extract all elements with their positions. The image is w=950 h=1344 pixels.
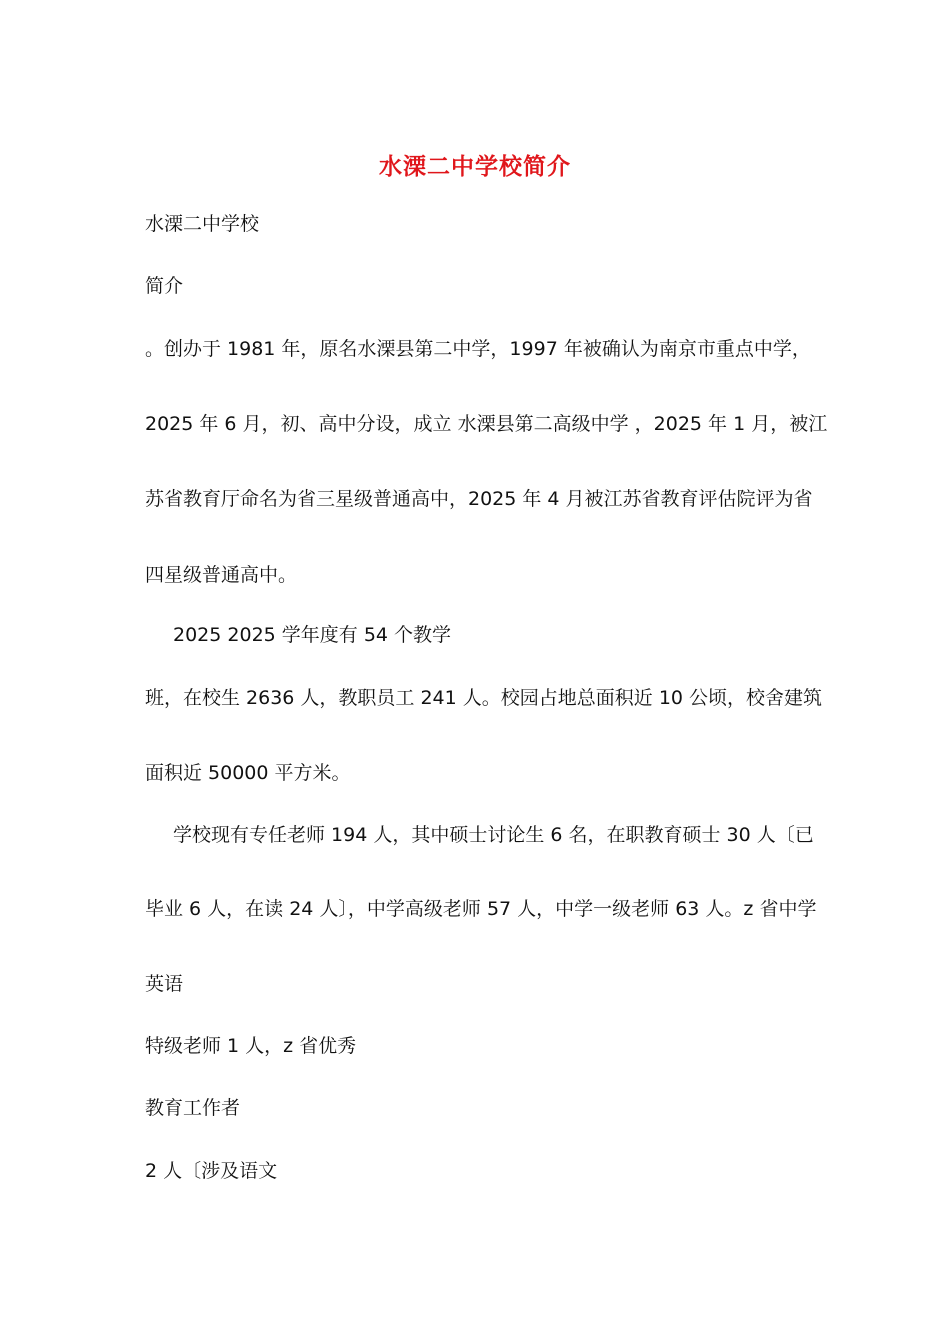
paragraph-line: 2 人〔涉及语文 [145, 1160, 278, 1182]
paragraph-line: 英语 [145, 973, 184, 995]
paragraph-line: 毕业 6 人，在读 24 人〕，中学高级老师 57 人，中学一级老师 63 人。z 省中学 [145, 898, 817, 920]
paragraph-line: 学校现有专任老师 194 人，其中硕士讨论生 6 名，在职教育硕士 30 人〔已 [173, 824, 814, 846]
paragraph-line: 2025 2025 学年度有 54 个教学 [173, 624, 452, 646]
paragraph-line: 简介 [145, 275, 184, 297]
paragraph-line: 面积近 50000 平方米。 [145, 762, 351, 784]
document-title: 水溧二中学校简介 [379, 154, 571, 180]
paragraph-line: 班，在校生 2636 人，教职员工 241 人。校园占地总面积近 10 公顷，校舍建筑 [145, 687, 823, 709]
paragraph-line: 四星级普通高中。 [145, 564, 298, 586]
paragraph-line: 2025 年 6 月，初、高中分设，成立 水溧县第二高级中学 ，2025 年 1 月，被江 [145, 413, 828, 435]
paragraph-line: 特级老师 1 人，z 省优秀 [145, 1035, 357, 1057]
paragraph-line: 教育工作者 [145, 1097, 241, 1119]
paragraph-line: 。创办于 1981 年，原名水溧县第二中学，1997 年被确认为南京市重点中学， [145, 338, 811, 360]
paragraph-line: 苏省教育厅命名为省三星级普通高中，2025 年 4 月被江苏省教育评估院评为省 [145, 488, 813, 510]
paragraph-line: 水溧二中学校 [145, 213, 260, 235]
